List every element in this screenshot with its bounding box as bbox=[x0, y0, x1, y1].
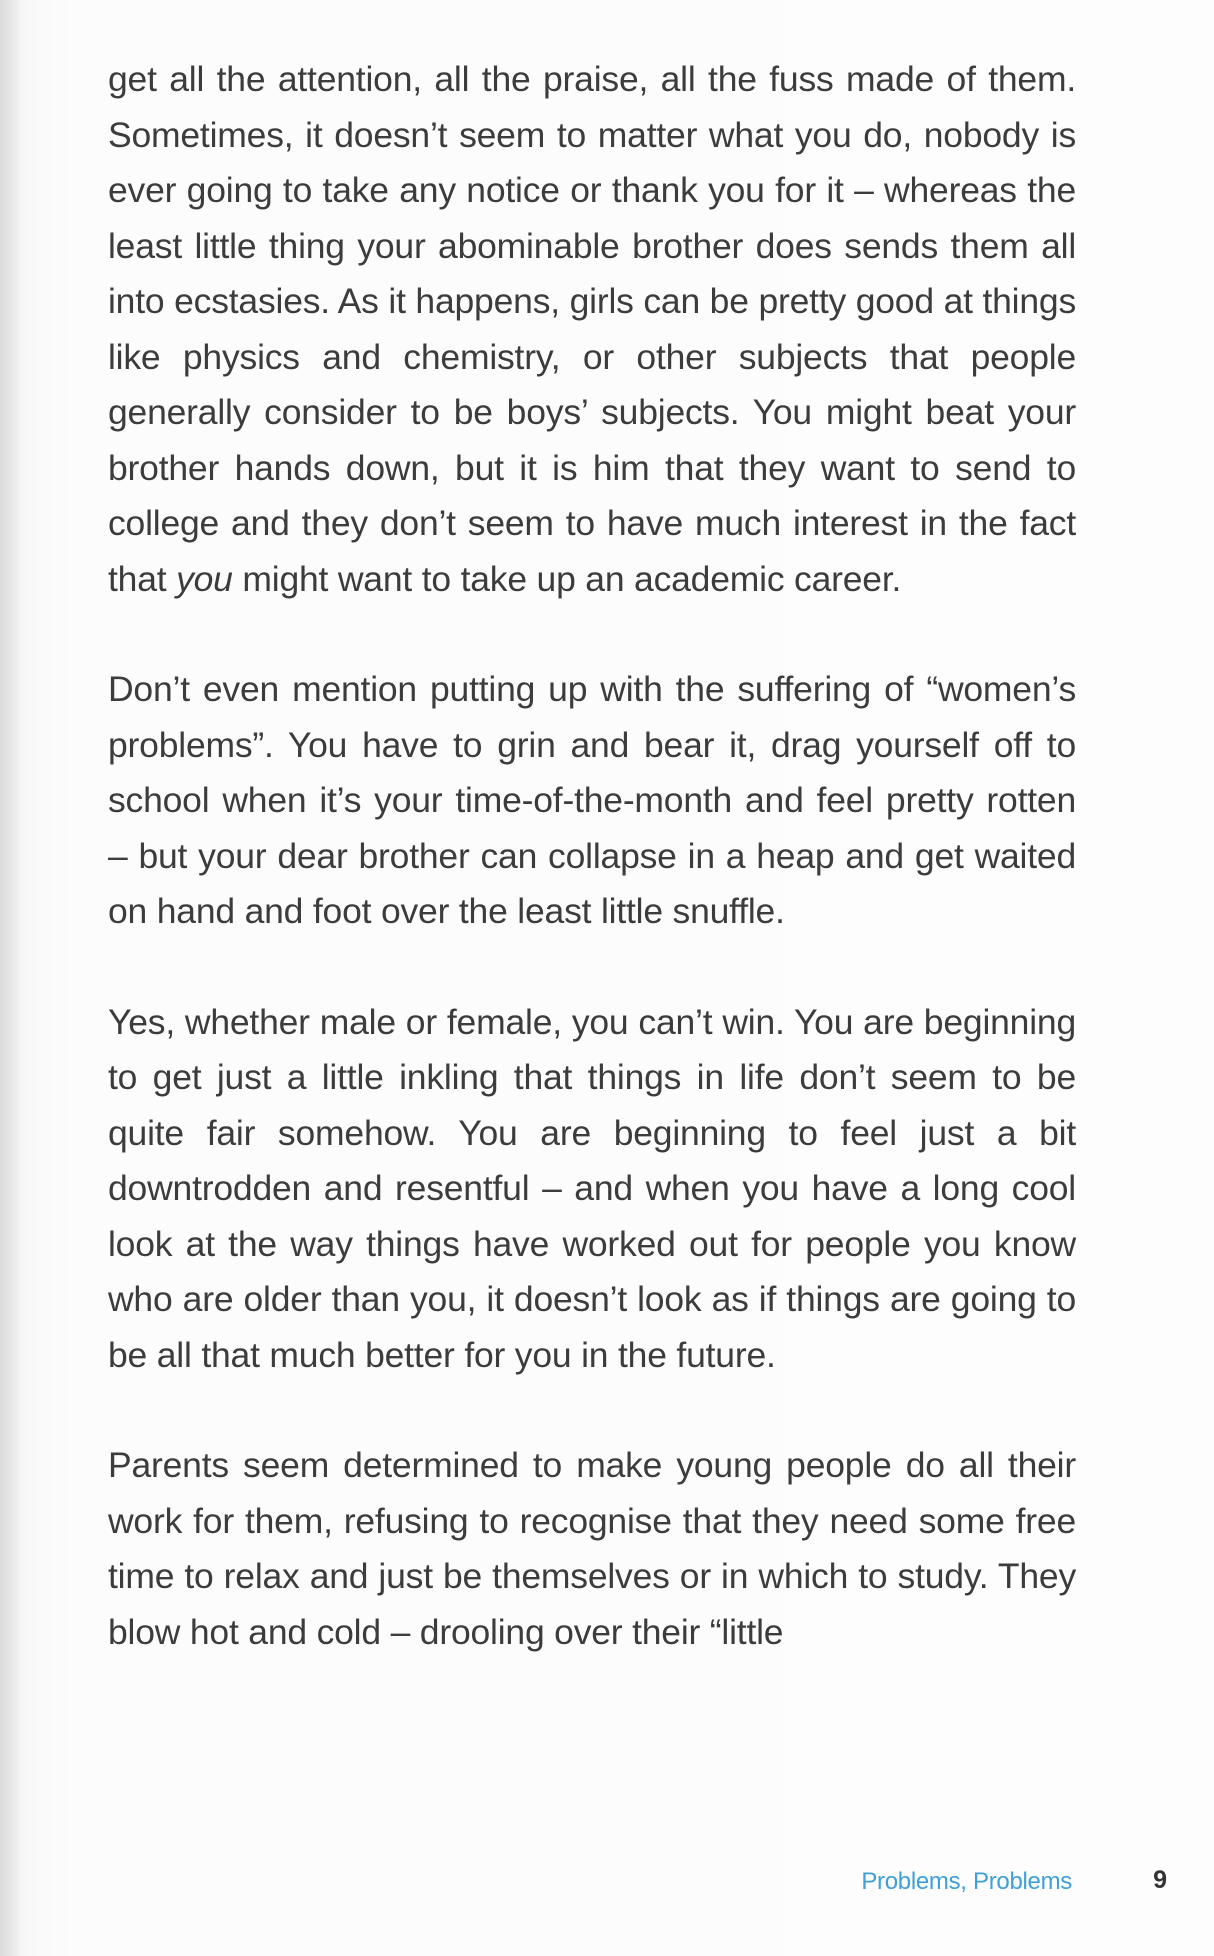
paragraph-1 bbox=[108, 52, 1076, 607]
paragraph-3: Yes, whether male or female, you can’t win. You are beginning to get just a little inkling that things in life don’t seem to be quite fair somehow. You are beginning to feel just a bit downtrodden and resentful – and when you have a long cool look at the way things have worked out for people you know who are older than you, it doesn’t look as if things are going to be all that much better for you in the future. bbox=[108, 1001, 1076, 1375]
gutter-shadow bbox=[0, 0, 22, 1956]
page-number: 9 bbox=[1153, 1866, 1167, 1894]
paragraph-2: Don’t even mention putting up with the suffering of “women’s problems”. You have to grin and bear it, drag yourself off to school when it’s your time-of-the-month and feel pretty rotten – but your dear brother can collapse in a heap and get waited on hand and foot over the least little snuffle. bbox=[108, 669, 1076, 931]
paragraph-1-emphasis: you bbox=[176, 558, 233, 599]
body-text bbox=[108, 52, 1076, 1715]
paragraph-1-text-before: get all the attention, all the praise, all the fuss made of them. Sometimes, it doesn’t seem to matter what you do, nobody is ever going to take any notice or thank you for it – whereas the least little thing your abominable brother does sends them all into ecstasies. As it happens, girls can be pretty good at things like physics and chemistry, or other subjects that people generally consider to be boys’ subjects. You might beat your brother hands down, but it is him that they want to send to college and they don’t seem to have much interest in the fact that bbox=[108, 59, 1076, 599]
running-title: Problems, Problems bbox=[861, 1868, 1072, 1895]
paragraph-4: Parents seem determined to make young people do all their work for them, refusing to recognise that they need some free time to relax and just be themselves or in which to study. They blow hot and cold – drooling over their “little bbox=[108, 1445, 1076, 1652]
paragraph-1-text-after: might want to take up an academic career. bbox=[232, 558, 902, 599]
